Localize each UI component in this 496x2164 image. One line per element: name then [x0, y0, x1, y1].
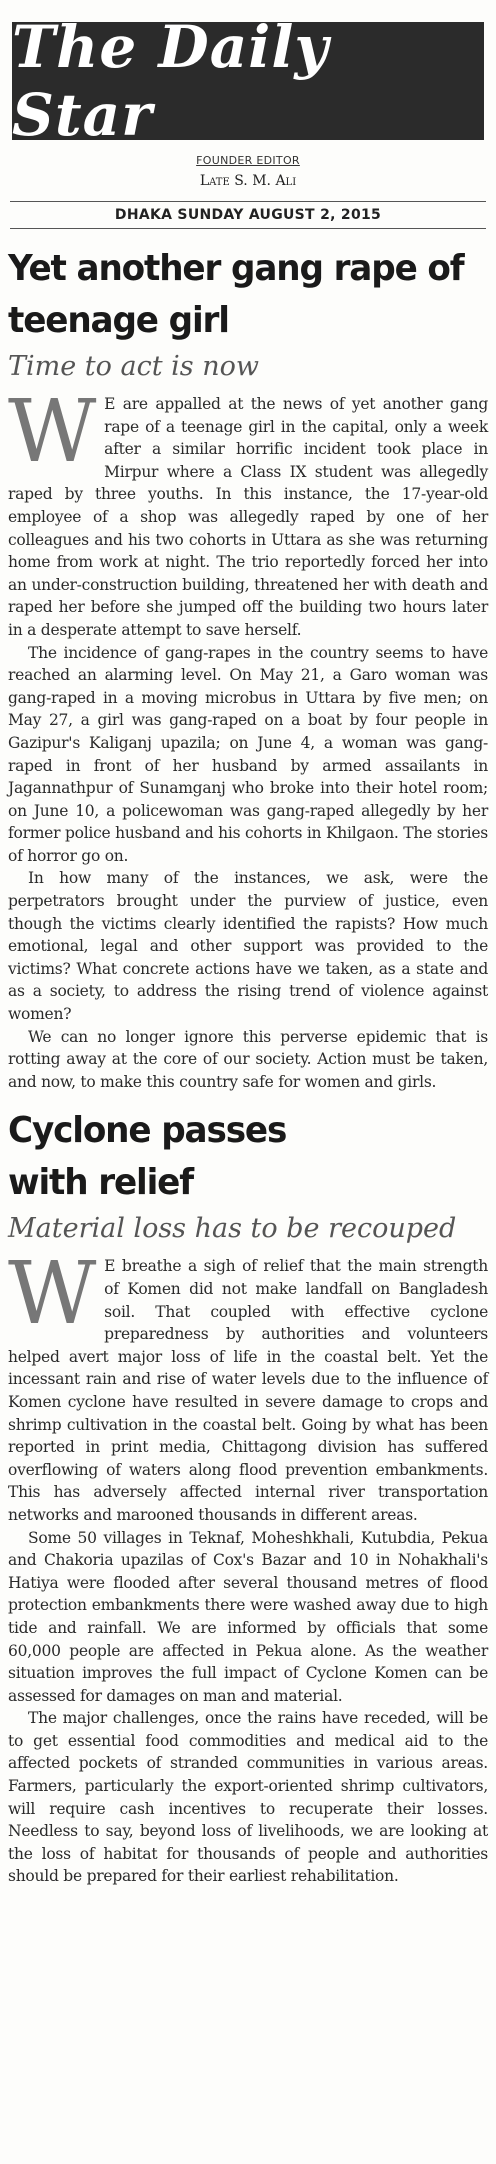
headline-line: with relief	[8, 1162, 193, 1204]
dateline: DHAKA SUNDAY AUGUST 2, 2015	[10, 201, 486, 229]
paragraph	[8, 382, 488, 642]
headline-line: teenage girl	[8, 300, 229, 341]
headline	[8, 243, 464, 347]
founder-block	[8, 154, 488, 189]
editorial-article	[8, 1105, 488, 1888]
headline	[8, 1105, 464, 1209]
paragraph-text: E breathe a sigh of relief that the main strength of Komen did not make landfall on Bangladesh soil. That coupled with effective cyclone preparedness by authorities and volunteers helped avert major loss of life in the coastal belt. Yet the incessant rain and rise of water levels due to the influence of Komen cyclone have resulted in severe damage to crops and shrimp cultivation in the coastal belt. Going by what has been reported in print media, Chittagong division has suffered overflowing of waters along flood prevention embankments. This has adversely affected internal river transportation networks and marooned thousands in different areas.	[8, 1257, 488, 1524]
paragraph: The major challenges, once the rains have receded, will be to get essential food commodities and medical aid to the affected pockets of stranded communities in various areas. Farmers, particularly the export-oriented shrimp cultivators, will require cash incentives to recuperate their losses. Needless to say, beyond loss of livelihoods, we are looking at the loss of habitat for thousands of people and authorities should be prepared for their earliest rehabilitation.	[8, 1709, 488, 1886]
masthead	[12, 13, 484, 149]
editorial-article	[8, 243, 488, 1093]
subheadline: Time to act is now	[8, 351, 259, 382]
article-body	[8, 1244, 488, 1888]
founder-name: Late S. M. Ali	[199, 173, 297, 189]
paragraph: We can no longer ignore this perverse epidemic that is rotting away at the core of our society. Action must be taken, and now, to make this country safe for women and girls.	[8, 1027, 488, 1091]
headline-line: Cyclone passes	[8, 1110, 287, 1152]
drop-cap: W	[8, 382, 97, 482]
paragraph-text: E are appalled at the news of yet another gang rape of a teenage girl in the capital, only a week after a similar horrific incident took place in Mirpur where a Class IX student was allegedly raped by three youths. In this instance, the 17-year-old employee of a shop was allegedly raped by one of her colleagues and his two cohorts in Uttara as she was returning home from work at night. The trio reportedly forced her into an under-construction building, threatened her with death and raped her before she jumped off the building two hours later in a desperate attempt to save herself.	[8, 395, 488, 639]
paragraph: The incidence of gang-rapes in the country seems to have reached an alarming level. On May 21, a Garo woman was gang-raped in a moving microbus in Uttara by five men; on May 27, a girl was gang-raped on a boat by four people in Gazipur's Kaliganj upazila; on June 4, a woman was gang-raped in front of her husband by armed assailants in Jagannathpur of Sunamganj who broke into their hotel room; on June 10, a policewoman was gang-raped allegedly by her former police husband and his cohorts in Khilgaon. The stories of horror go on.	[8, 643, 488, 865]
drop-cap: W	[8, 1244, 97, 1345]
paragraph	[8, 1244, 488, 1526]
founder-label: FOUNDER EDITOR	[196, 154, 300, 167]
subheadline: Material loss has to be recouped	[8, 1213, 457, 1245]
article-body	[8, 382, 488, 1093]
masthead-logo: The Daily Star	[12, 13, 330, 149]
paragraph: In how many of the instances, we ask, were the perpetrators brought under the purview of justice, even though the victims clearly identified the rapists? How much emotional, legal and other support was provided to the victims? What concrete actions have we taken, as a state and as a society, to address the rising trend of violence against women?	[8, 869, 488, 1024]
headline-line: Yet another gang rape of	[8, 248, 464, 289]
paragraph: Some 50 villages in Teknaf, Moheshkhali, Kutubdia, Pekua and Chakoria upazilas of Cox's Bazar and 10 in Nohakhali's Hatiya were flooded after several thousand metres of flood protection embankments there were washed away due to high tide and rainfall. We are informed by officials that some 60,000 people are affected in Pekua alone. As the weather situation improves the full impact of Cyclone Komen can be assessed for damages on man and material.	[8, 1528, 488, 1705]
